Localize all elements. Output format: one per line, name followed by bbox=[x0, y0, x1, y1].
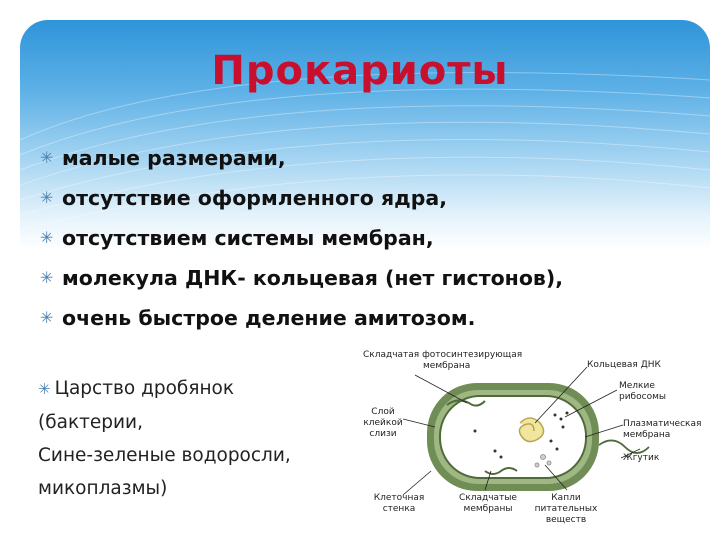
bullet-item bbox=[40, 138, 563, 178]
bullet-text: отсутствие оформленного ядра, bbox=[62, 186, 447, 210]
bullet-item bbox=[40, 218, 563, 258]
flagellum-shape bbox=[599, 440, 649, 453]
label-small-ribosomes: Мелкие рибосомы bbox=[619, 381, 666, 402]
kingdom-line: микоплазмы) bbox=[38, 478, 168, 499]
bullet-list bbox=[40, 138, 563, 338]
bullet-text: отсутствием системы мембран, bbox=[62, 226, 434, 250]
bullet-star-icon: ✳ bbox=[40, 268, 54, 287]
bullet-text: молекула ДНК- кольцевая (нет гистонов), bbox=[62, 266, 564, 290]
kingdom-text bbox=[38, 372, 291, 505]
kingdom-line: ✳ Царство дробянок bbox=[38, 378, 235, 399]
bullet-item bbox=[40, 178, 563, 218]
label-circular-dna: Кольцевая ДНК bbox=[587, 360, 661, 370]
bullet-star-icon: ✳ bbox=[40, 188, 54, 207]
label-cell-wall: Клеточная стенка bbox=[373, 493, 425, 514]
bullet-star-icon: ✳ bbox=[40, 148, 54, 167]
kingdom-line: Сине-зеленые водоросли, bbox=[38, 445, 291, 466]
label-folded-membranes: Складчатые мембраны bbox=[459, 493, 517, 514]
label-plasma-membrane: Плазматическая мембрана bbox=[623, 419, 702, 440]
label-nutrient-droplets: Капли питательных веществ bbox=[534, 493, 598, 525]
bullet-star-icon: ✳ bbox=[38, 380, 51, 398]
bullet-item bbox=[40, 258, 563, 298]
kingdom-line: (бактерии, bbox=[38, 412, 143, 433]
bullet-text: очень быстрое деление амитозом. bbox=[62, 306, 476, 330]
plasma-membrane-shape bbox=[440, 396, 586, 478]
prokaryote-cell-diagram bbox=[355, 345, 715, 535]
label-mucus-layer: Слой клейкой слизи bbox=[363, 407, 403, 439]
bullet-star-icon: ✳ bbox=[40, 308, 54, 327]
slide-title: Прокариоты bbox=[211, 48, 509, 94]
label-folded-photosynthetic-membrane: Складчатая фотосинтезирующая мембрана bbox=[363, 350, 523, 371]
bullet-star-icon: ✳ bbox=[40, 228, 54, 247]
label-flagellum: Жгутик bbox=[623, 453, 660, 463]
bullet-item bbox=[40, 298, 563, 338]
bullet-text: малые размерами, bbox=[62, 146, 286, 170]
